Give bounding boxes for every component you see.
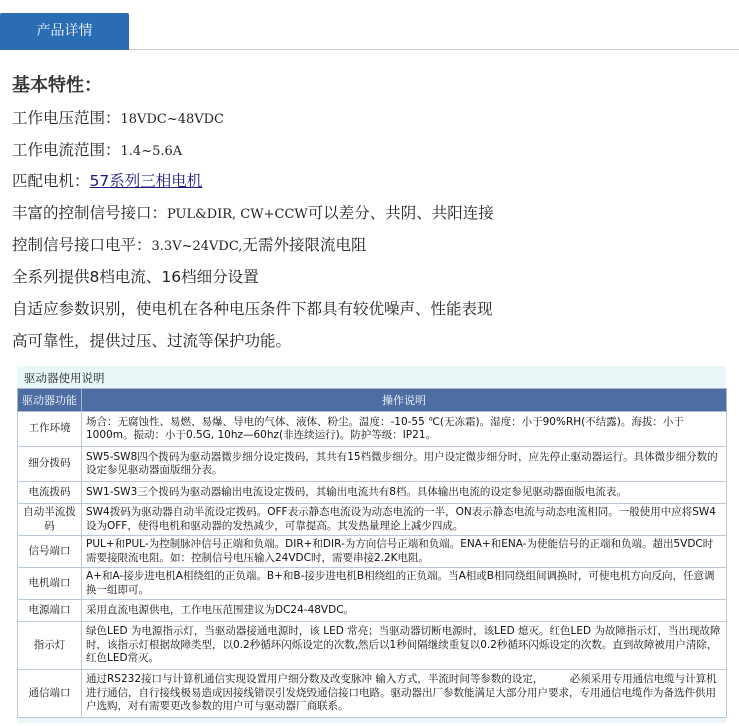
feature-level [12, 233, 366, 255]
row-description: SW1-SW3三个拨码为驱动器输出电流设定拨码，其输出电流共有8档。具体输出电流的设定参见驱动器面版电流表。 [82, 482, 727, 504]
table-row [18, 412, 727, 447]
row-function: 自动半流拨码 [18, 504, 82, 536]
row-description: SW5-SW8四个拨码为驱动器微步细分设定拨码，其共有15档微步细分。用户设定微步细分时，应先停止驱动器运行。具体微步细分数的设定参见驱动器面版细分表。 [82, 447, 727, 482]
feature-current-label: 工作电流范围： [12, 141, 121, 159]
table-row [18, 447, 727, 482]
row-description: 场合：无腐蚀性、易燃、易爆、导电的气体、液体、粉尘。温度：-10-55 ℃(无冻霜)。湿度：小于90%RH(不结露)。海拔：小于1000m。振动：小于0.5G, 10hz—60hz(非连续运行)。防护等级：IP21。 [82, 412, 727, 447]
row-description: A+和A-接步进电机A相绕组的正负端。B+和B-接步进电机B相绕组的正负端。当A相或B相同绕组间调换时，可使电机方向反向，任意调换一组即可。 [82, 568, 727, 600]
feature-level-suffix: 无需外接限流电阻 [242, 236, 367, 254]
row-description: PUL+和PUL-为控制脉冲信号正端和负端。DIR+和DIR-为方向信号正端和负端。ENA+和ENA-为使能信号的正端和负端。超出5VDC时需要接限流电阻。如：控制信号电压输入24VDC时，需要串接2.2K电阻。 [82, 536, 727, 568]
row-description: 绿色LED 为电源指示灯，当驱动器接通电源时，该 LED 常亮；当驱动器切断电源时，该LED 熄灭。红色LED 为故障指示灯，当出现故障时，该指示灯根据故障类型，以0.2秒循环闪烁设定的次数,然后以1秒间隔继续重复以0.2秒循环闪烁设定的次数。直到故障被用户清除，红色LED常灭。 [82, 622, 727, 670]
feature-signal-prefix: 丰富的控制信号接口： [12, 204, 168, 222]
table-row [18, 504, 727, 536]
row-function: 电流拨码 [18, 482, 82, 504]
table-row [18, 622, 727, 670]
feature-current [12, 138, 182, 160]
feature-voltage-label: 工作电压范围： [12, 109, 121, 127]
motor-series-link[interactable]: 57系列三相电机 [89, 172, 203, 190]
driver-manual-table [17, 388, 727, 718]
feature-level-code: 3.3V~24VDC, [151, 239, 243, 254]
feature-settings: 全系列提供8档电流、16档细分设置 [12, 268, 259, 286]
feature-signal [12, 201, 494, 223]
header-description: 操作说明 [82, 389, 727, 412]
row-function: 细分拨码 [18, 447, 82, 482]
row-function: 电源端口 [18, 600, 82, 622]
header-function: 驱动器功能 [18, 389, 82, 412]
row-function: 通信端口 [18, 670, 82, 718]
row-function: 指示灯 [18, 622, 82, 670]
table-row [18, 670, 727, 718]
row-description: SW4拨码为驱动器自动半流设定拨码。OFF表示静态电流设为动态电流的一半，ON表示静态电流与动态电流相同。一般使用中应将SW4设为OFF，使得电机和驱动器的发热减少，可靠提高。其发热量理论上减少四成。 [82, 504, 727, 536]
feature-reliability: 高可靠性，提供过压、过流等保护功能。 [12, 332, 292, 350]
table-row [18, 482, 727, 504]
row-function: 信号端口 [18, 536, 82, 568]
table-row [18, 568, 727, 600]
feature-voltage [12, 106, 224, 128]
row-function: 工作环境 [18, 412, 82, 447]
feature-current-value: 1.4~5.6A [120, 144, 183, 159]
tab-bar [0, 0, 739, 50]
feature-signal-code: PUL&DIR, CW+CCW [167, 207, 308, 222]
row-function: 电机端口 [18, 568, 82, 600]
manual-title: 驱动器使用说明 [24, 371, 105, 385]
table-row [18, 600, 727, 622]
row-description: 采用直流电源供电，工作电压范围建议为DC24-48VDC。 [82, 600, 727, 622]
row-description: 通过RS232接口与计算机通信实现设置用户细分数及改变脉冲 输入方式，半流时间等参数的设定， 必须采用专用通信电缆与计算机进行通信，自行接线极易造成因接线错误引发烧毁通信接口电路。驱动器出厂参数能满足大部分用户要求，专用通信电缆作为备选件供用户选购，对有需要更改参数的用户可与驱动器厂商联系。 [82, 670, 727, 718]
feature-adaptive: 自适应参数识别，使电机在各种电压条件下都具有较优噪声、性能表现 [12, 300, 493, 318]
driver-manual-panel [17, 366, 726, 723]
table-header-row [18, 389, 727, 412]
feature-voltage-value: 18VDC~48VDC [120, 112, 225, 127]
feature-motor [12, 169, 202, 191]
feature-level-prefix: 控制信号接口电平： [12, 236, 152, 254]
tab-product-details[interactable]: 产品详情 [0, 13, 129, 50]
feature-motor-label: 匹配电机： [12, 172, 90, 190]
table-row [18, 536, 727, 568]
feature-signal-suffix: 可以差分、共阴、共阳连接 [307, 204, 494, 222]
section-heading: 基本特性： [12, 75, 102, 96]
